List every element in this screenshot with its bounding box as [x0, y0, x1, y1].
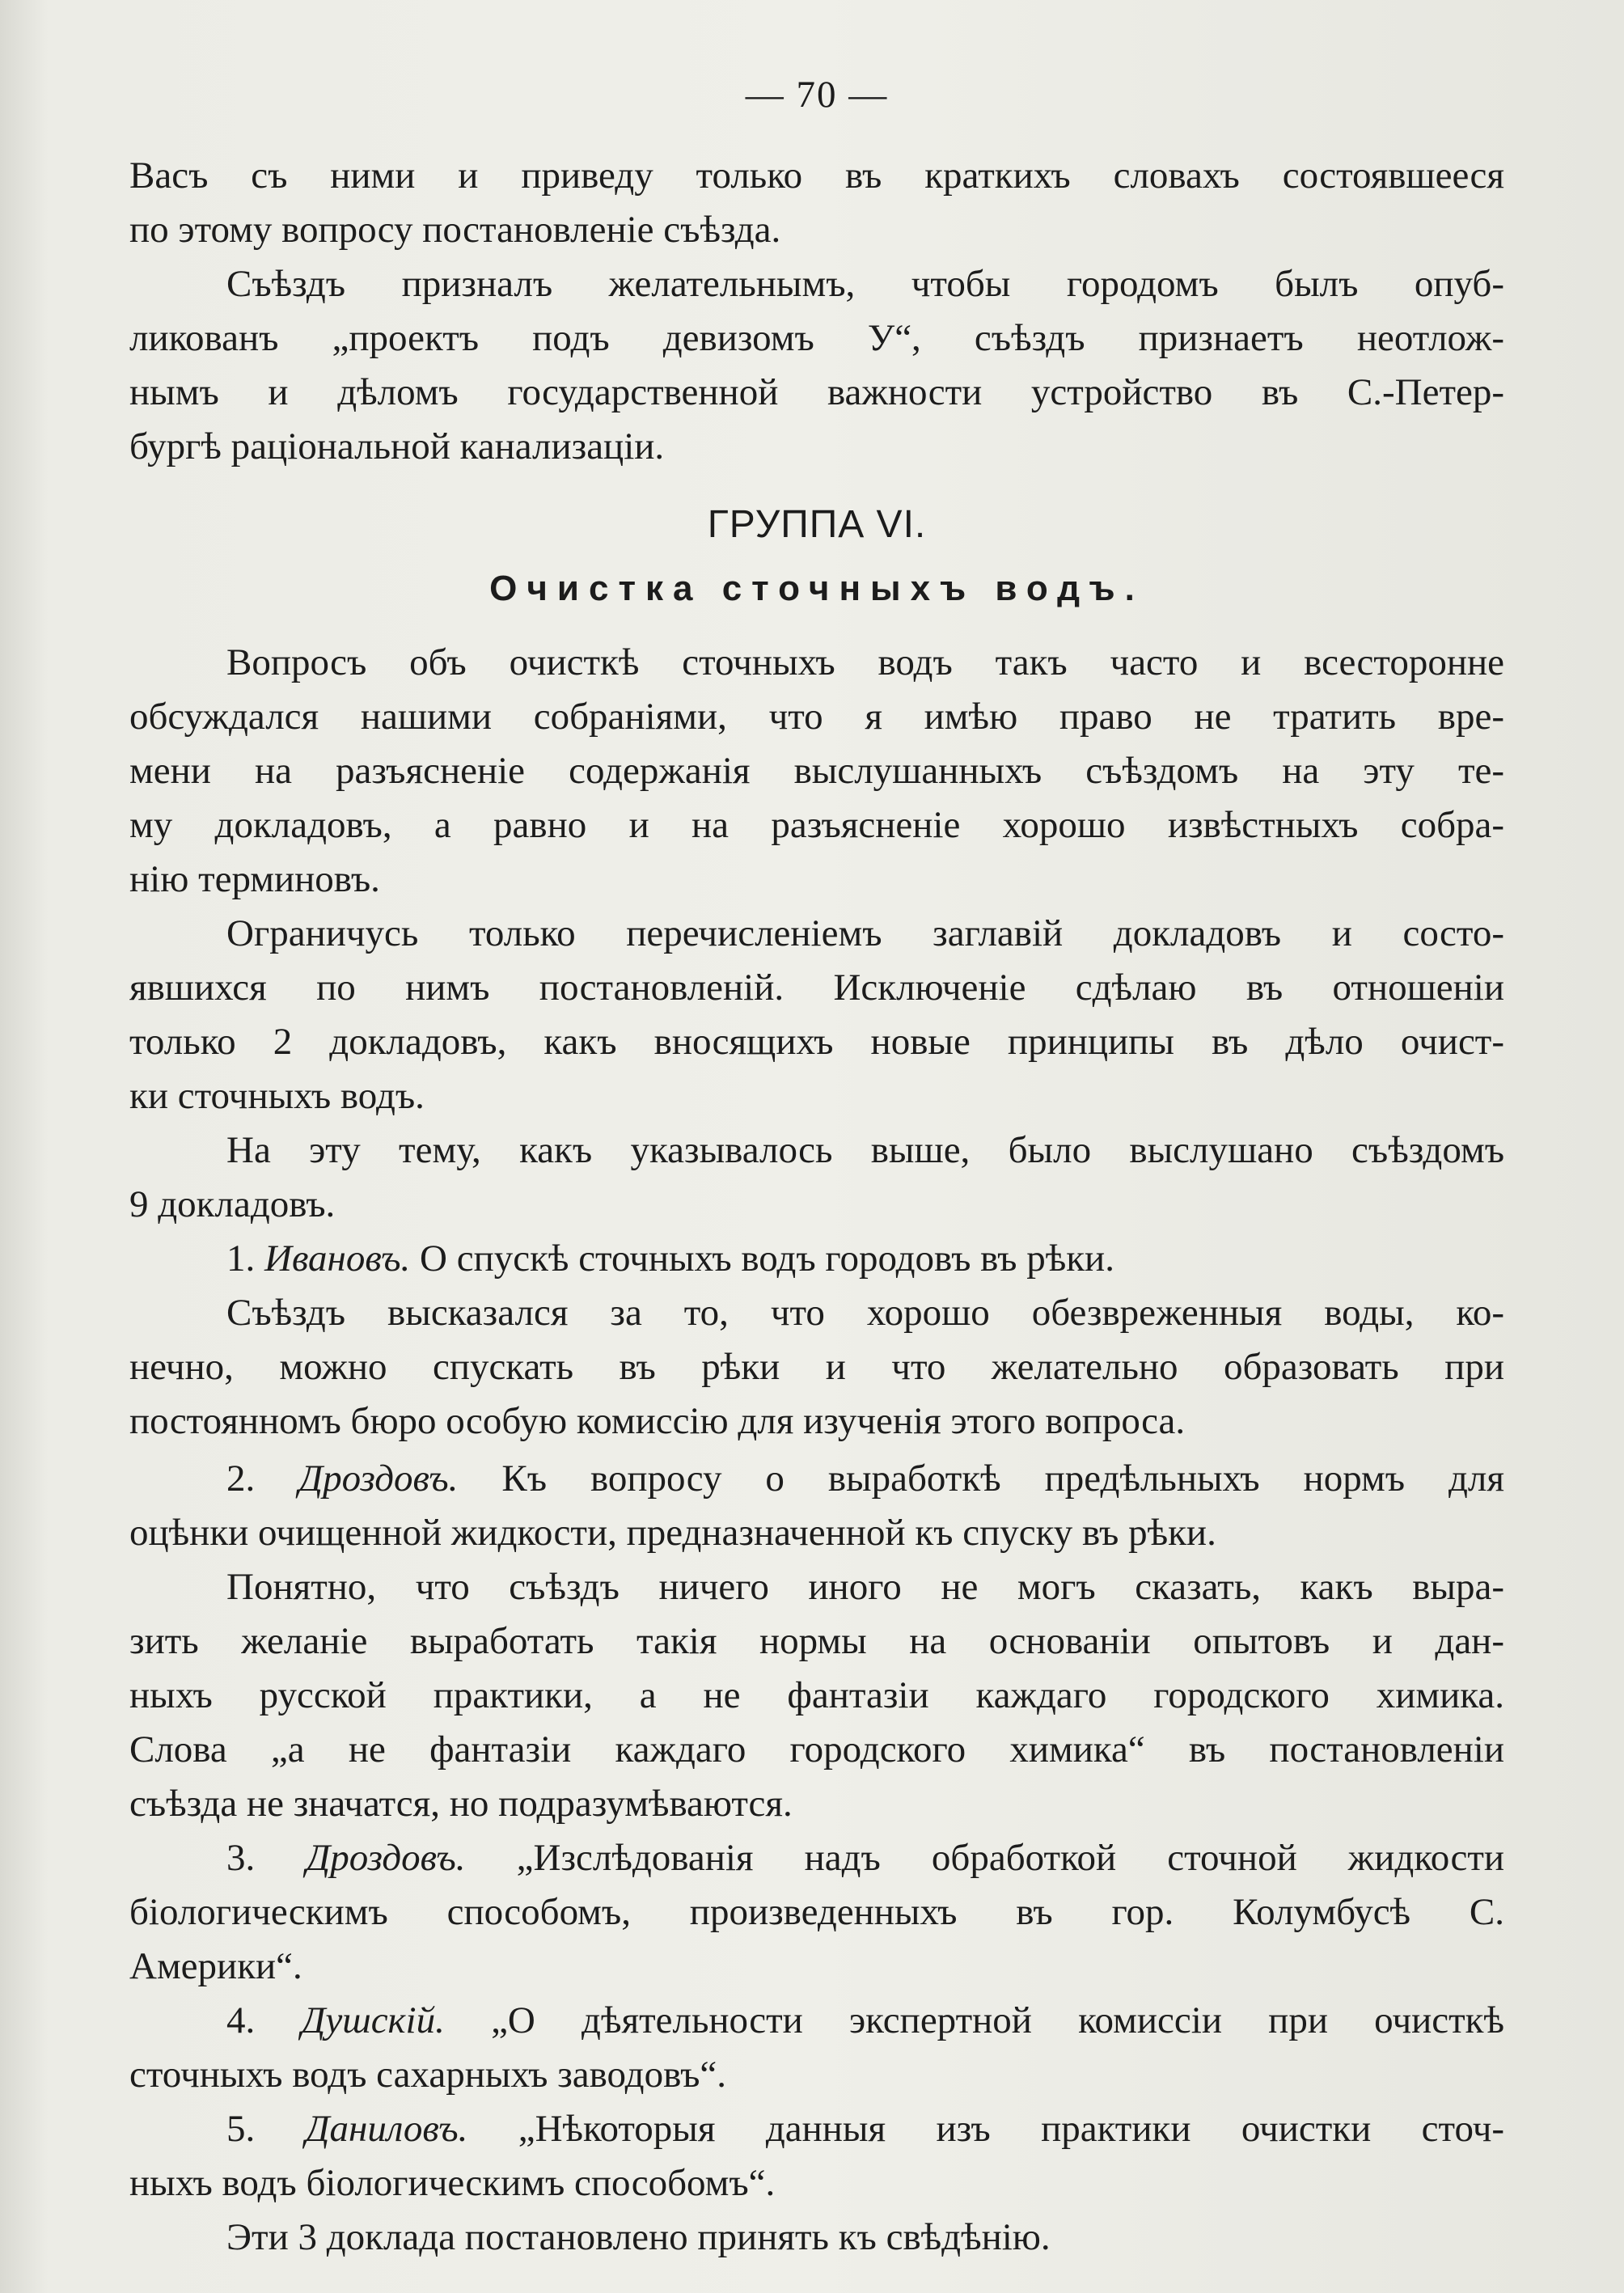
text-line: съѣзда не значатся, но подразумѣваются.	[129, 1783, 793, 1825]
text-line: обсуждался нашими собраніями, что я имѣю право не тратить вре-	[129, 696, 1504, 738]
text-line: зить желаніе выработать такія нормы на основаніи опытовъ и дан-	[129, 1620, 1504, 1662]
text-line	[129, 1994, 1504, 2048]
text-line: Америки“.	[129, 1945, 302, 1987]
text-line: нымъ и дѣломъ государственной важности устройство въ С.-Петер-	[129, 371, 1504, 413]
text-line: 9 докладовъ.	[129, 1183, 336, 1225]
text-line: нію терминовъ.	[129, 858, 380, 900]
report-item-5	[129, 2102, 1504, 2211]
text-line: ныхъ водъ біологическимъ способомъ“.	[129, 2162, 776, 2204]
author-name: Дроздовъ.	[306, 1837, 466, 1879]
text-line: мени на разъясненіе содержанія выслушанныхъ съѣздомъ на эту те-	[129, 750, 1504, 792]
report-title: „О дѣятельности экспертной комиссіи при очисткѣ	[491, 1999, 1505, 2041]
report-item-2	[129, 1452, 1504, 1831]
text-line: нечно, можно спускать въ рѣки и что желательно образовать при	[129, 1346, 1504, 1388]
resolution-paragraph	[129, 257, 1504, 474]
text-line: только 2 докладовъ, какъ вносящихъ новые принципы въ дѣло очист-	[129, 1021, 1504, 1063]
text-line: по этому вопросу постановленіе съѣзда.	[129, 209, 781, 251]
text-line: бургѣ раціональной канализаціи.	[129, 425, 665, 467]
text-line: біологическимъ способомъ, произведенныхъ въ гор. Колумбусѣ С.	[129, 1891, 1504, 1933]
text-line: Съѣздъ призналъ желательнымъ, чтобы городомъ былъ опуб-	[226, 263, 1504, 305]
item-number: 5.	[226, 2108, 256, 2150]
author-name: Ивановъ.	[264, 1237, 411, 1280]
intro-paragraph	[129, 149, 1504, 257]
report-title: О спускѣ сточныхъ водъ городовъ въ рѣки.	[420, 1237, 1114, 1280]
text-line: Васъ съ ними и приведу только въ краткихъ словахъ состоявшееся	[129, 154, 1504, 197]
text-line: На эту тему, какъ указывалось выше, было выслушано съѣздомъ	[226, 1129, 1504, 1171]
author-name: Даниловъ.	[305, 2108, 468, 2150]
group-title: ГРУППА VI.	[707, 503, 927, 546]
text-line: Слова „а не фантазіи каждаго городского химика“ въ постановленіи	[129, 1728, 1504, 1771]
text-line: ки сточныхъ водъ.	[129, 1075, 425, 1117]
text-line: ныхъ русской практики, а не фантазіи каждаго городского химика.	[129, 1674, 1504, 1716]
item-number: 4.	[226, 1999, 256, 2041]
paragraph-1	[129, 636, 1504, 907]
item-number: 3.	[226, 1837, 256, 1879]
text-line: Ограничусь только перечисленіемъ заглавій докладовъ и состо-	[226, 912, 1504, 954]
report-item-3	[129, 1831, 1504, 1994]
report-title: „Нѣкоторыя данныя изъ практики очистки сточ-	[518, 2108, 1505, 2150]
text-line: ликованъ „проектъ подъ девизомъ У“, съѣздъ признаетъ неотлож-	[129, 317, 1504, 359]
conclusion: Эти 3 доклада постановлено принять къ свѣдѣнію.	[226, 2216, 1051, 2258]
text-line	[129, 2102, 1504, 2156]
text-line: оцѣнки очищенной жидкости, предназначенной къ спуску въ рѣки.	[129, 1512, 1216, 1554]
paragraph-3	[129, 1123, 1504, 1232]
section-title: Очистка сточныхъ водъ.	[489, 569, 1144, 608]
report-title: Къ вопросу о выработкѣ предѣльныхъ нормъ для	[501, 1457, 1505, 1500]
report-item-4	[129, 1994, 1504, 2102]
text-line: Вопросъ объ очисткѣ сточныхъ водъ такъ часто и всесторонне	[226, 641, 1504, 683]
paragraph-2	[129, 907, 1504, 1123]
text-line: му докладовъ, а равно и на разъясненіе хорошо извѣстныхъ собра-	[129, 804, 1504, 846]
text-line	[129, 1232, 1504, 1286]
text-line: явшихся по нимъ постановленій. Исключеніе сдѣлаю въ отношеніи	[129, 967, 1504, 1009]
item-number: 1.	[226, 1237, 256, 1280]
report-item-1	[129, 1232, 1504, 1449]
report-title: „Изслѣдованія надъ обработкой сточной жидкости	[516, 1837, 1505, 1879]
text-line	[129, 1452, 1504, 1506]
text-line: постоянномъ бюро особую комиссію для изученія этого вопроса.	[129, 1400, 1186, 1442]
item-number: 2.	[226, 1457, 256, 1500]
text-line: сточныхъ водъ сахарныхъ заводовъ“.	[129, 2054, 727, 2096]
text-line: Понятно, что съѣздъ ничего иного не могъ сказать, какъ выра-	[226, 1566, 1504, 1608]
page-number: — 70 —	[745, 74, 889, 116]
text-line	[129, 1831, 1504, 1885]
text-line: Съѣздъ высказался за то, что хорошо обезвреженныя воды, ко-	[226, 1292, 1504, 1334]
author-name: Дроздовъ.	[298, 1457, 459, 1500]
page-text	[129, 73, 1504, 2265]
author-name: Душскій.	[301, 1999, 445, 2041]
